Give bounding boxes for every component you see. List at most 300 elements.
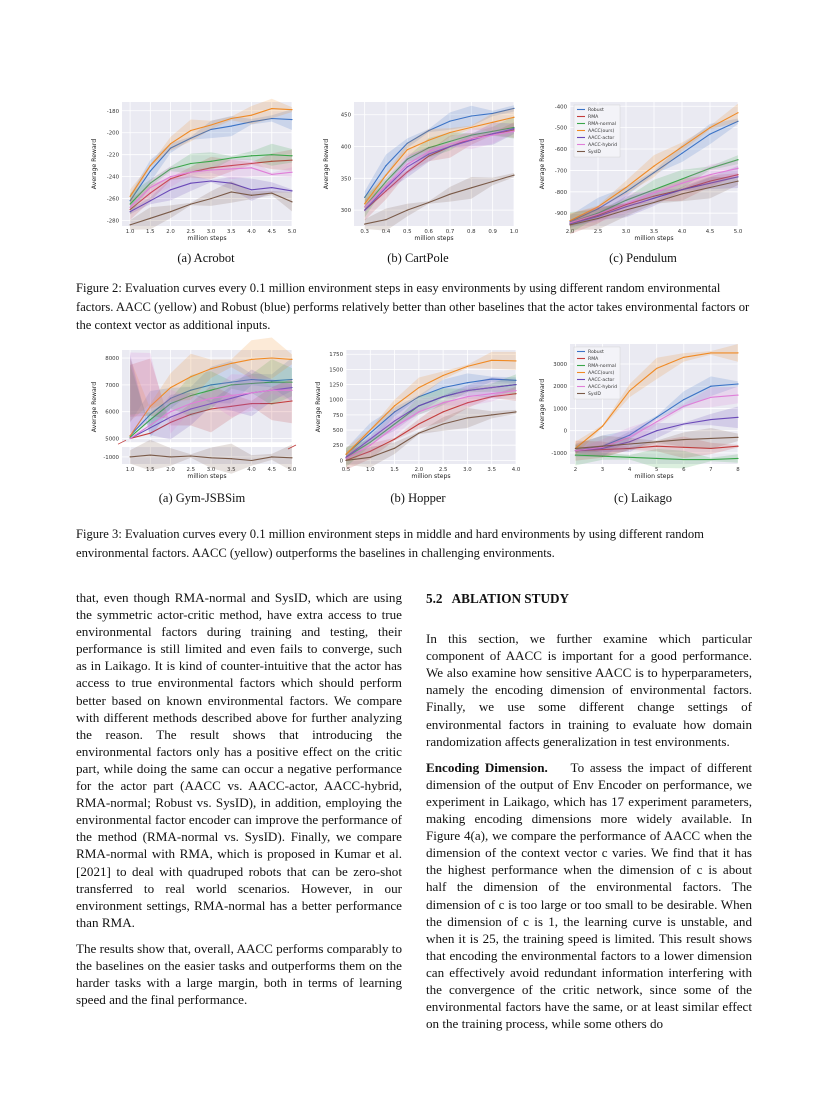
- data-point-RMA-normal: [129, 203, 130, 204]
- x-tick-label: 3.0: [206, 467, 216, 473]
- data-point-SysID: [385, 219, 386, 220]
- legend-entry: SysID: [588, 150, 601, 155]
- data-point-AACC-actor: [129, 211, 130, 212]
- data-point-AACC-actor: [190, 183, 191, 184]
- y-tick-label: 8000: [105, 356, 119, 363]
- data-point-AACC-hybrid: [683, 406, 684, 407]
- legend-entry: AACC-hybrid: [588, 143, 618, 148]
- data-point-RMA-normal: [291, 155, 292, 156]
- y-tick-label: 1250: [329, 382, 343, 389]
- x-tick-label: 2.5: [186, 229, 196, 235]
- y-tick-label: -800: [554, 189, 567, 196]
- data-point-AACC-actor: [515, 384, 516, 385]
- x-tick-label: 3: [600, 467, 605, 473]
- data-point-AACC-actor: [364, 210, 365, 211]
- chart-cartpole-group: [323, 102, 519, 242]
- subcaption-laikago: (c) Laikago: [614, 491, 672, 505]
- y-tick-label: -180: [106, 108, 119, 115]
- y-tick-label: 750: [332, 412, 343, 419]
- data-point-Robust: [449, 120, 450, 121]
- data-point-AACC-hybrid: [492, 134, 493, 135]
- data-point-SysID: [210, 198, 211, 199]
- chart-cartpole: [318, 96, 518, 246]
- data-point-Robust: [385, 165, 386, 166]
- y-tick-label: -600: [554, 147, 567, 154]
- x-tick-label: 3.5: [649, 229, 659, 235]
- x-tick-label: 6: [682, 467, 686, 473]
- data-point-AACC(ours): [407, 149, 408, 150]
- data-point-AACC(ours): [190, 376, 191, 377]
- subcaption-cartpole: (b) CartPole: [387, 251, 449, 265]
- data-point-RMA: [656, 446, 657, 447]
- x-tick-label: 0.5: [403, 229, 412, 235]
- data-point-AACC-hybrid: [737, 168, 738, 169]
- data-point-RMA-normal: [629, 457, 630, 458]
- data-point-AACC-hybrid: [251, 167, 252, 168]
- data-point-AACC-hybrid: [467, 396, 468, 397]
- y-tick-label: -500: [554, 125, 567, 132]
- data-point-SysID: [251, 460, 252, 461]
- data-point-AACC-actor: [656, 430, 657, 431]
- x-axis-label: million steps: [634, 235, 674, 242]
- y-tick-label: -280: [106, 218, 119, 225]
- y-tick-label: 1000: [329, 397, 343, 404]
- chart-gym-jsbsim: [86, 344, 296, 484]
- data-point-SysID: [407, 210, 408, 211]
- data-point-AACC-hybrid: [656, 421, 657, 422]
- x-tick-label: 0.8: [467, 229, 476, 235]
- y-tick-label: 1750: [329, 352, 343, 359]
- data-point-AACC-actor: [170, 189, 171, 190]
- data-point-AACC-hybrid: [190, 403, 191, 404]
- y-tick-label: -260: [106, 196, 119, 203]
- x-tick-label: 5: [654, 467, 659, 473]
- data-point-Robust: [709, 133, 710, 134]
- data-point-RMA-normal: [681, 178, 682, 179]
- data-point-SysID: [602, 446, 603, 447]
- x-tick-label: 1.0: [365, 467, 375, 473]
- x-axis-label: million steps: [411, 473, 451, 480]
- data-point-SysID: [653, 202, 654, 203]
- x-tick-label: 5.0: [733, 229, 743, 235]
- chart-acrobot-group: [91, 99, 297, 242]
- figure3-panel-laikago: [534, 338, 742, 484]
- data-point-AACC-hybrid: [385, 185, 386, 186]
- data-point-Robust: [150, 171, 151, 172]
- y-tick-label: 1500: [329, 367, 343, 374]
- y-tick-label: 400: [340, 144, 351, 151]
- data-point-SysID: [291, 201, 292, 202]
- data-point-AACC-hybrid: [681, 183, 682, 184]
- x-axis-label: million steps: [187, 235, 227, 242]
- x-tick-label: 2.5: [593, 229, 603, 235]
- data-point-AACC(ours): [625, 187, 626, 188]
- data-point-AACC(ours): [370, 429, 371, 430]
- data-point-AACC-hybrid: [418, 411, 419, 412]
- data-point-SysID: [251, 195, 252, 196]
- y-tick-label: -900: [554, 211, 567, 218]
- data-point-SysID: [129, 456, 130, 457]
- x-tick-label: 3.0: [206, 229, 216, 235]
- data-point-AACC-actor: [653, 198, 654, 199]
- y-tick-label: -1000: [103, 454, 119, 461]
- data-point-SysID: [291, 457, 292, 458]
- data-point-RMA: [737, 446, 738, 447]
- data-point-Robust: [683, 399, 684, 400]
- legend-entry: AACC-actor: [588, 378, 615, 383]
- x-tick-label: 0.6: [424, 229, 433, 235]
- left-column: [76, 589, 402, 1017]
- section-heading: 5.2 ABLATION STUDY: [426, 591, 570, 606]
- x-tick-label: 0.5: [341, 467, 351, 473]
- legend-entry: RMA: [588, 115, 599, 120]
- data-point-Robust: [737, 383, 738, 384]
- data-point-SysID: [656, 441, 657, 442]
- data-point-AACC-actor: [251, 189, 252, 190]
- data-point-AACC(ours): [385, 175, 386, 176]
- data-point-AACC(ours): [653, 166, 654, 167]
- data-point-AACC-actor: [513, 128, 514, 129]
- data-point-AACC(ours): [291, 109, 292, 110]
- x-tick-label: 2.0: [166, 229, 175, 235]
- data-point-AACC-actor: [683, 423, 684, 424]
- legend-entry: SysID: [588, 392, 601, 397]
- x-tick-label: 2.0: [565, 229, 575, 235]
- data-point-AACC(ours): [737, 112, 738, 113]
- y-tick-label: 300: [340, 208, 351, 215]
- y-tick-label: 350: [340, 176, 351, 183]
- data-point-AACC(ours): [251, 359, 252, 360]
- legend-entry: Robust: [588, 350, 604, 355]
- data-point-AACC(ours): [251, 115, 252, 116]
- data-point-SysID: [150, 455, 151, 456]
- data-point-AACC(ours): [418, 387, 419, 388]
- data-point-AACC-actor: [443, 396, 444, 397]
- data-point-SysID: [709, 187, 710, 188]
- data-point-Robust: [681, 153, 682, 154]
- data-point-SysID: [449, 194, 450, 195]
- x-tick-label: 5.0: [287, 229, 297, 235]
- data-point-AACC-hybrid: [443, 402, 444, 403]
- figure3-panel-hopper: [310, 344, 520, 484]
- x-tick-label: 1.5: [390, 467, 399, 473]
- data-point-AACC(ours): [683, 357, 684, 358]
- data-point-RMA-normal: [231, 157, 232, 158]
- data-point-AACC(ours): [150, 165, 151, 166]
- data-point-RMA-normal: [190, 163, 191, 164]
- figure2-caption: Figure 2: Evaluation curves every 0.1 million environment steps in easy environments by using different random environmental factors. AACC (yellow) and Robust (blue) performs relatively better than other baselines that the actor takes environmental factors or the context vector as additional inputs.: [76, 281, 750, 332]
- data-point-AACC(ours): [129, 435, 130, 436]
- data-point-AACC-hybrid: [491, 393, 492, 394]
- data-point-AACC-hybrid: [428, 151, 429, 152]
- y-tick-label: 5000: [105, 436, 119, 443]
- x-tick-label: 1.0: [125, 467, 135, 473]
- data-point-AACC-hybrid: [150, 425, 151, 426]
- data-point-SysID: [683, 439, 684, 440]
- data-point-AACC(ours): [231, 118, 232, 119]
- data-point-AACC-actor: [737, 417, 738, 418]
- figure2-panel-cartpole: [318, 96, 518, 246]
- data-point-RMA: [443, 411, 444, 412]
- y-tick-label: 7000: [105, 382, 119, 389]
- subcaption-acrobot: (a) Acrobot: [177, 251, 235, 265]
- legend-entry: AACC-actor: [588, 136, 615, 141]
- data-point-SysID: [428, 202, 429, 203]
- data-point-RMA-normal: [737, 458, 738, 459]
- x-tick-label: 2.5: [438, 467, 448, 473]
- legend-entry: AACC(ours): [588, 371, 615, 376]
- data-point-RMA-normal: [683, 459, 684, 460]
- x-tick-label: 3.0: [621, 229, 631, 235]
- data-point-AACC-actor: [271, 187, 272, 188]
- data-point-AACC(ours): [345, 454, 346, 455]
- data-point-AACC-hybrid: [291, 172, 292, 173]
- x-tick-label: 2.0: [166, 467, 175, 473]
- data-point-AACC(ours): [629, 390, 630, 391]
- data-point-SysID: [345, 460, 346, 461]
- legend-entry: RMA-normal: [588, 364, 616, 369]
- data-point-SysID: [190, 455, 191, 456]
- data-point-SysID: [737, 437, 738, 438]
- data-point-SysID: [681, 193, 682, 194]
- right-column: [426, 589, 752, 1041]
- x-tick-label: 3.5: [226, 467, 236, 473]
- data-point-SysID: [364, 223, 365, 224]
- chart-pendulum-group: [539, 102, 743, 242]
- data-point-AACC(ours): [291, 359, 292, 360]
- y-tick-label: -400: [554, 104, 567, 111]
- x-tick-label: 4.0: [247, 467, 256, 473]
- data-point-AACC(ours): [602, 426, 603, 427]
- data-point-AACC-hybrid: [271, 174, 272, 175]
- y-tick-label: 1000: [553, 406, 567, 413]
- data-point-RMA: [418, 423, 419, 424]
- data-point-AACC-hybrid: [150, 187, 151, 188]
- y-tick-label: -200: [106, 130, 119, 137]
- data-point-AACC(ours): [443, 375, 444, 376]
- y-axis-label: Average Reward: [539, 378, 546, 430]
- data-point-RMA-normal: [271, 154, 272, 155]
- data-point-AACC(ours): [449, 132, 450, 133]
- data-point-AACC(ours): [394, 405, 395, 406]
- data-point-AACC-hybrid: [231, 168, 232, 169]
- data-point-SysID: [575, 448, 576, 449]
- data-point-RMA-normal: [251, 155, 252, 156]
- chart-laikago-group: [539, 344, 740, 480]
- data-point-SysID: [597, 218, 598, 219]
- chart-acrobot: [86, 96, 296, 246]
- subcaption-pendulum: (c) Pendulum: [609, 251, 677, 265]
- right-paragraph-1: In this section, we further examine which particular component of AACC is important for a good performance. We also examine how sensitive AACC is to hyperparameters, namely the encoding dimension of environmental factors. Finally, we use some different change settings of environmental factors in training to evaluate how domain randomization affects generalization in test environments.: [426, 631, 752, 749]
- x-tick-label: 3.0: [463, 467, 472, 473]
- data-point-RMA-normal: [710, 459, 711, 460]
- legend-entry: AACC(ours): [588, 129, 615, 134]
- data-point-AACC(ours): [190, 130, 191, 131]
- data-point-SysID: [170, 456, 171, 457]
- data-point-AACC-hybrid: [210, 169, 211, 170]
- chart-laikago: [534, 338, 742, 484]
- y-tick-label: 3000: [553, 362, 567, 368]
- data-point-AACC-hybrid: [629, 437, 630, 438]
- data-point-AACC-actor: [150, 200, 151, 201]
- data-point-AACC(ours): [710, 352, 711, 353]
- x-axis-label: million steps: [414, 235, 454, 242]
- data-point-AACC(ours): [210, 124, 211, 125]
- x-tick-label: 0.3: [360, 229, 369, 235]
- x-tick-label: 0.7: [445, 229, 455, 235]
- x-tick-label: 3.5: [226, 229, 236, 235]
- y-tick-label: 2000: [553, 384, 567, 391]
- data-point-SysID: [471, 187, 472, 188]
- data-point-Robust: [471, 115, 472, 116]
- data-point-AACC-hybrid: [449, 143, 450, 144]
- data-point-SysID: [710, 438, 711, 439]
- x-axis-label: million steps: [634, 473, 674, 480]
- data-point-AACC-actor: [418, 405, 419, 406]
- x-tick-label: 1.0: [509, 229, 519, 235]
- data-point-SysID: [271, 456, 272, 457]
- data-point-RMA-normal: [656, 458, 657, 459]
- subcaption-gym-jsbsim: (a) Gym-JSBSim: [158, 491, 246, 505]
- data-point-AACC-hybrid: [271, 390, 272, 391]
- y-tick-label: -700: [554, 168, 567, 175]
- left-paragraph-2: The results show that, overall, AACC performs comparably to the baselines on the easier tasks and outperforms them on the harder tasks with a large margin, both in terms of learning speed and the final performance.: [76, 940, 402, 1008]
- data-point-SysID: [418, 432, 419, 433]
- figure3-caption: Figure 3: Evaluation curves every 0.1 million environment steps in middle and hard environments by using different random environmental factors. AACC (yellow) outperforms the baselines in challenging environments.: [76, 527, 704, 560]
- data-point-AACC-hybrid: [653, 192, 654, 193]
- data-point-AACC-hybrid: [170, 176, 171, 177]
- data-point-SysID: [190, 203, 191, 204]
- data-point-AACC-actor: [291, 190, 292, 191]
- data-point-RMA: [394, 439, 395, 440]
- y-axis-label: Average Reward: [539, 138, 546, 190]
- x-tick-label: 5.0: [287, 467, 297, 473]
- data-point-AACC(ours): [364, 203, 365, 204]
- data-point-SysID: [231, 458, 232, 459]
- data-point-AACC-hybrid: [513, 131, 514, 132]
- y-tick-label: 6000: [105, 409, 119, 416]
- data-point-SysID: [150, 218, 151, 219]
- data-point-AACC-actor: [150, 427, 151, 428]
- y-tick-label: -220: [106, 152, 119, 159]
- data-point-AACC-hybrid: [364, 206, 365, 207]
- data-point-AACC-hybrid: [370, 445, 371, 446]
- data-point-AACC(ours): [737, 352, 738, 353]
- x-tick-label: 4.5: [267, 467, 277, 473]
- data-point-SysID: [492, 181, 493, 182]
- subcaption-hopper: (b) Hopper: [390, 491, 446, 505]
- x-tick-label: 1.5: [146, 467, 155, 473]
- data-point-AACC(ours): [271, 108, 272, 109]
- data-point-AACC(ours): [513, 117, 514, 118]
- x-tick-label: 4: [627, 467, 632, 473]
- legend-entry: RMA: [588, 357, 599, 362]
- data-point-AACC-hybrid: [129, 438, 130, 439]
- data-point-SysID: [737, 181, 738, 182]
- data-point-SysID: [491, 414, 492, 415]
- data-point-SysID: [467, 417, 468, 418]
- x-tick-label: 4.5: [705, 229, 715, 235]
- x-tick-label: 1.5: [146, 229, 155, 235]
- data-point-AACC-hybrid: [737, 395, 738, 396]
- y-tick-label: -1000: [551, 450, 567, 457]
- x-tick-label: 8: [736, 467, 740, 473]
- x-tick-label: 0.4: [381, 229, 391, 235]
- data-point-AACC(ours): [681, 146, 682, 147]
- legend-entry: RMA-normal: [588, 122, 616, 127]
- x-tick-label: 4.5: [267, 229, 277, 235]
- data-point-AACC-hybrid: [129, 207, 130, 208]
- data-point-Robust: [467, 382, 468, 383]
- paragraph-runin-heading: Encoding Dimension.: [426, 759, 548, 775]
- data-point-SysID: [513, 175, 514, 176]
- data-point-RMA: [683, 447, 684, 448]
- y-tick-label: 250: [332, 443, 343, 450]
- data-point-Robust: [443, 387, 444, 388]
- x-tick-label: 2: [573, 467, 578, 473]
- x-axis-label: million steps: [187, 473, 227, 480]
- data-point-AACC-hybrid: [251, 392, 252, 393]
- y-axis-label: Average Reward: [91, 381, 98, 433]
- y-axis-label: Average Reward: [91, 138, 98, 190]
- data-point-SysID: [569, 224, 570, 225]
- x-tick-label: 4.0: [511, 467, 521, 473]
- data-point-AACC-hybrid: [231, 395, 232, 396]
- chart-hopper-group: [315, 350, 521, 480]
- chart-hopper: [310, 344, 520, 484]
- data-point-Robust: [656, 417, 657, 418]
- x-tick-label: 2.5: [186, 467, 196, 473]
- y-tick-label: 0: [339, 458, 343, 465]
- data-point-AACC(ours): [471, 127, 472, 128]
- y-axis-label: Average Reward: [323, 138, 330, 190]
- y-tick-label: 0: [563, 428, 567, 435]
- data-point-Robust: [231, 126, 232, 127]
- data-point-AACC(ours): [129, 196, 130, 197]
- legend-entry: Robust: [588, 108, 604, 113]
- data-point-AACC-hybrid: [710, 397, 711, 398]
- data-point-SysID: [231, 191, 232, 192]
- data-point-AACC(ours): [271, 357, 272, 358]
- right-paragraph-2: [426, 759, 752, 1033]
- data-point-AACC(ours): [656, 368, 657, 369]
- data-point-AACC(ours): [428, 140, 429, 141]
- chart-pendulum: [534, 96, 742, 246]
- x-tick-label: 2.0: [414, 467, 424, 473]
- x-tick-label: 1.0: [125, 229, 135, 235]
- figure2-panel-acrobot: [86, 96, 296, 246]
- data-point-SysID: [625, 209, 626, 210]
- encoding-dimension-text: To assess the impact of different dimension of the output of Env Encoder on performance, we experiment in Laikago, which has 17 experiment parameters, making encoding dimensions more widely available. In Figure 4(a), we compare the performance of AACC when the dimension of the context vector c varies. We find that it has the highest performance when the dimension of c is about half the dimension of the environmental factors. The dimension of c is too large or too small to be desirable. When the dimension of c is 1, the learning curve is unstable, and when it is 25, the training speed is limited. This result shows that encoding the environmental factors to a lower dimension can effectively avoid redundant information interfering with the convergence of the critic network, since some of the environmental factors have the same, or at least similar effect on the training process, while some others do: [426, 759, 753, 1032]
- data-point-SysID: [271, 192, 272, 193]
- data-point-RMA-normal: [210, 390, 211, 391]
- left-paragraph-1: that, even though RMA-normal and SysID, which are using the symmetric actor-critic method, have extra access to true environmental factors during training and testing, their performance is still limited and even fails to converge, such as in Laikago. It is kind of counter-intuitive that the actor has access to true environmental factors which should perform better based on known environmental factors. We compare with different methods described above for further analyzing the reason. The result shows that introducing the environmental factors only has a positive effect on the critic part, while doing the same can occur a negative performance for the actor part (AACC vs. AACC-actor, AACC-hybrid, RMA-normal; Robust vs. SysID), in addition, employing the environmental factor encoder can improve the performance of the method (RMA-normal vs. SysID). Finally, we compare RMA-normal with RMA, which is proposed in Kumar et al. [2021] to deal with quadruped robots that can be zero-shot transferred to real world scenarios. However, in our environment settings, RMA-normal has a better performance than RMA.: [76, 590, 402, 930]
- data-point-AACC(ours): [231, 363, 232, 364]
- data-point-SysID: [443, 423, 444, 424]
- figure2-panel-pendulum: [534, 96, 742, 246]
- data-point-SysID: [170, 211, 171, 212]
- data-point-Robust: [370, 432, 371, 433]
- data-point-AACC-hybrid: [709, 174, 710, 175]
- y-tick-label: 450: [340, 112, 351, 119]
- data-point-Robust: [710, 386, 711, 387]
- data-point-AACC-hybrid: [515, 390, 516, 391]
- chart-gym-jsbsim-group: [91, 338, 297, 481]
- data-point-SysID: [515, 411, 516, 412]
- data-point-AACC(ours): [491, 360, 492, 361]
- data-point-SysID: [129, 224, 130, 225]
- data-point-AACC-hybrid: [210, 398, 211, 399]
